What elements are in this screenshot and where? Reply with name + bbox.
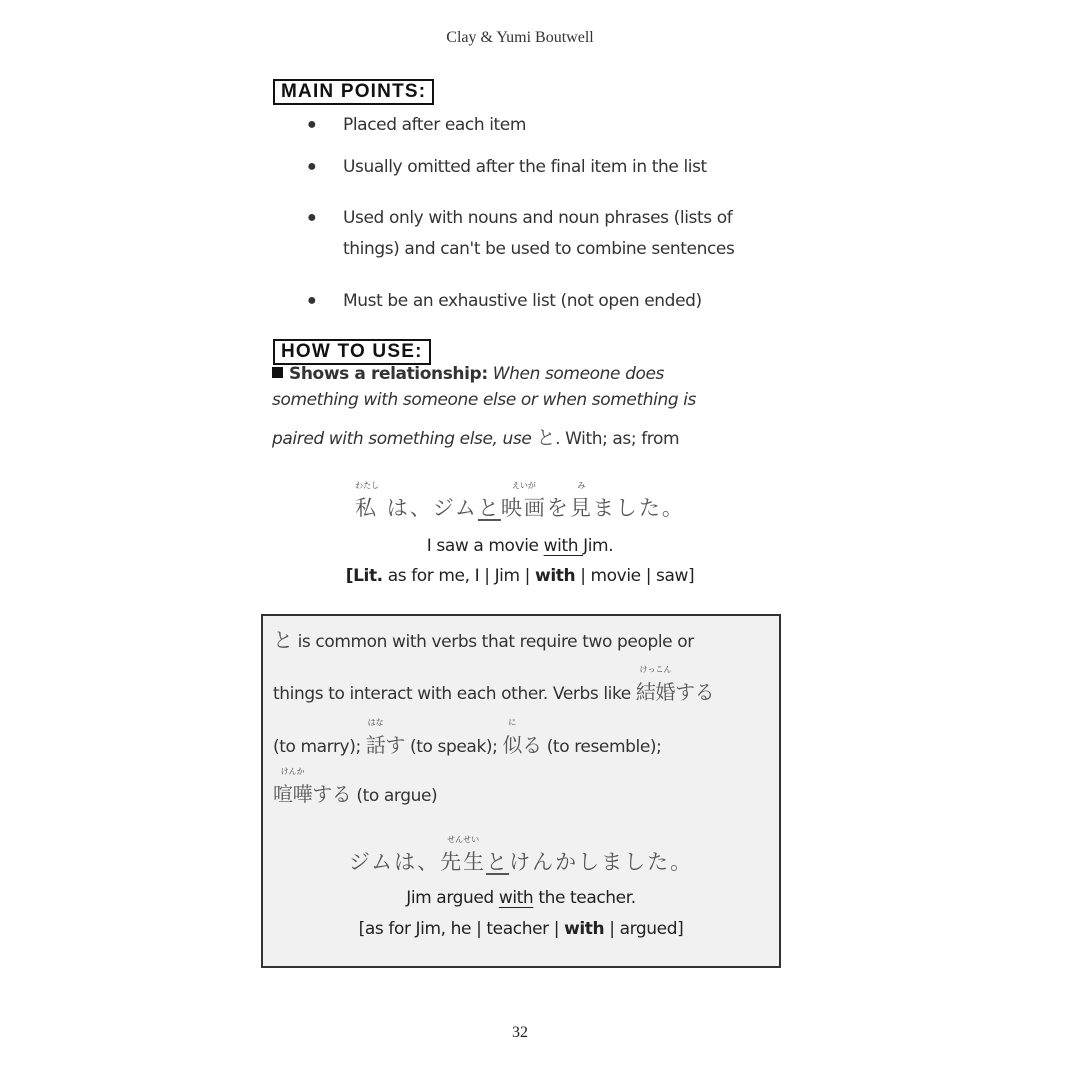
example1-japanese: わたし 私 は、ジムと えいが 映画を み 見ました。 — [355, 481, 685, 520]
list-item: ● Used only with nouns and noun phrases (lists of things) and can't be used to combine sentences — [307, 203, 787, 265]
example1-english: I saw a movie with Jim. — [426, 536, 614, 556]
example2-literal: [as for Jim, he | teacher | with | argued] — [358, 919, 684, 939]
square-bullet-icon — [272, 367, 283, 378]
document-page: Clay & Yumi Boutwell MAIN POINTS: ● Placed after each item ● Usually omitted after the final item in the list ● Used only with nouns and noun phrases (lists of things) and can't be used to combine sentences ● Must be an exhaustive list (not open ended) HOW TO USE: Shows a relationship: When someone does something with someone else or when something is paired with something else, use と. With; as; from わたし 私 は、ジムと えいが 映画を み 見ました。 I saw a movie with Jim. [Lit. as for me, I | Jim | with | movie | saw] と is common with verbs that require two people or things to interact with each other. Verbs like けっこん 結婚する (to marry); はな 話す (to speak); に 似る (to resemble); けんか 喧嘩する (to argue) ジムは、 せんせい 先生とけんかしました。 Jim argued with the teacher. [as for Jim, he | teacher | with | argued] 32 — [0, 0, 1080, 1080]
example2-japanese: ジムは、 せんせい 先生とけんかしました。 — [348, 835, 694, 874]
example1-literal: [Lit. as for me, I | Jim | with | movie | saw] — [345, 566, 695, 586]
page-number: 32 — [512, 1024, 528, 1041]
how-to-use-heading: HOW TO USE: — [273, 339, 431, 365]
example2-english: Jim argued with the teacher. — [406, 888, 636, 908]
bullet-icon: ● — [307, 116, 317, 133]
list-item: ● Placed after each item — [307, 110, 787, 141]
list-item: ● Usually omitted after the final item in the list — [307, 152, 787, 183]
particle-to: と — [536, 427, 556, 449]
bullet-icon: ● — [307, 158, 317, 175]
bullet-icon: ● — [307, 209, 317, 226]
usage-label: Shows a relationship: — [289, 364, 488, 384]
highlight-particle: と — [486, 850, 510, 874]
bullet-icon: ● — [307, 292, 317, 309]
list-item: ● Must be an exhaustive list (not open ended) — [307, 286, 787, 317]
running-header: Clay & Yumi Boutwell — [446, 29, 594, 46]
main-points-heading: MAIN POINTS: — [273, 79, 434, 105]
note-box: と is common with verbs that require two people or things to interact with each other. Verbs like けっこん 結婚する (to marry); はな 話す (to speak); に 似る (to resemble); けんか 喧嘩する (to argue) ジムは、 せんせい 先生とけんかしました。 Jim argued with the teacher. [as for Jim, he | teacher | with | argued] — [261, 614, 781, 968]
highlight-particle: と — [477, 496, 501, 520]
